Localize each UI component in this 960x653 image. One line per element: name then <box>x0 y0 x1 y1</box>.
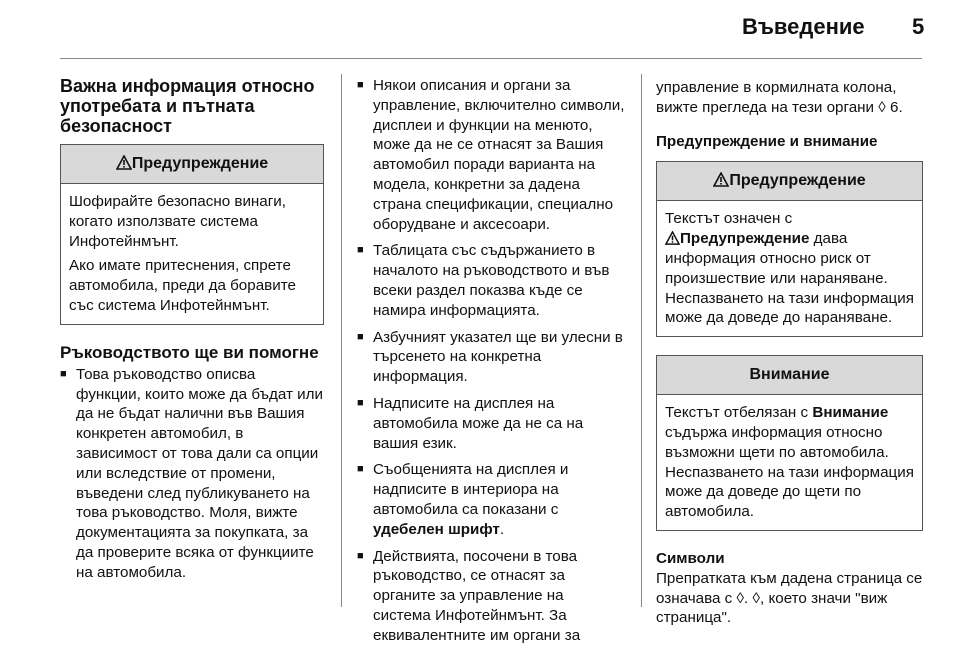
list-item-end: . <box>499 520 505 538</box>
caution-box-header <box>657 356 922 395</box>
column-divider-2 <box>641 74 642 607</box>
header-rule <box>60 58 922 59</box>
list-item: ■ Действията, посочени в това ръководство, се отнасят за органите за управление на система Инфотейнмънт. За еквивалентните им органи за <box>357 547 625 646</box>
warning-triangle-icon <box>116 145 132 183</box>
caution-pre: Текстът отбелязан с <box>665 404 809 422</box>
symbols-text-1: Препратката към дадена страница се означава с <box>656 569 923 607</box>
symbols-text-2: . <box>744 589 749 607</box>
page-ref-arrow-icon: ◊ <box>752 589 760 607</box>
warning-triangle-icon <box>665 230 680 247</box>
section-heading-symbols: Символи <box>656 549 725 567</box>
column-3 <box>656 78 923 628</box>
warning-box-title: Предупреждение <box>131 155 269 172</box>
caution-box-body <box>657 395 922 530</box>
list-item: ■ Таблицата със съдържанието в началото на ръководството и във всеки раздел показва къде се намира информацията. <box>357 241 625 320</box>
bullet-list <box>60 365 324 583</box>
warning-triangle-icon <box>713 162 729 200</box>
caution-box-title: Внимание <box>749 366 830 384</box>
bullet-list <box>357 76 625 646</box>
list-item: ■ Това ръководство описва функции, които може да бъдат или да не бъдат налични във Вашия конкретен автомобил, в зависимост от това дали са опции или вследствие от промени, въведени след публикуването на това ръководство. Моля, вижте документацията за покупката, за да проверите всяка от функциите на автомобила. <box>60 365 324 583</box>
warning-paragraph: Шофирайте безопасно винаги, когато използвате система Инфотейнмънт. <box>69 193 286 250</box>
warning-paragraph: Ако имате притеснения, спрете автомобила, преди да боравите със система Инфотейнмънт. <box>69 257 296 314</box>
warning-box-safety <box>60 144 324 325</box>
page-number: 5 <box>912 14 925 39</box>
continuation-body: управление в кормилната колона, вижте прегледа на тези органи <box>656 79 897 116</box>
caution-box <box>656 355 923 531</box>
warning-post: дава информация относно риск от произшествие или нараняване. Неспазването на тази информация може да доведе до нараняване. <box>665 230 914 327</box>
column-2 <box>357 76 625 653</box>
column-divider-1 <box>341 74 342 607</box>
section-heading-manual: Ръководството ще ви помогне <box>60 342 319 362</box>
warning-box-body <box>657 201 922 336</box>
page-ref-number: 6. <box>890 98 903 116</box>
symbols-text <box>656 569 923 628</box>
symbols-text-3: , което значи "виж страница". <box>656 589 888 627</box>
warning-pre: Текстът означен с <box>665 210 793 228</box>
warning-box-header <box>657 162 922 201</box>
list-item-text: Съобщенията на дисплея и надписите в интериора на автомобила са показани с <box>373 461 569 518</box>
warning-box-explanation <box>656 161 923 337</box>
caution-post: съдържа информация относно възможни щети по автомобила. Неспазването на тази информация може да доведе до щети по автомобила. <box>665 423 914 521</box>
warning-box-header <box>61 145 323 184</box>
list-item: ■ Азбучният указател ще ви улесни в търсенето на конкретна информация. <box>357 328 625 387</box>
caution-bold: Внимание <box>812 404 889 422</box>
bold-font-text: удебелен шрифт <box>373 520 500 538</box>
warning-box-body <box>61 184 323 324</box>
warning-bold: Предупреждение <box>680 230 810 248</box>
page-ref-arrow-icon: ◊ <box>878 98 886 116</box>
list-item <box>357 460 625 539</box>
page-ref-arrow-icon: ◊ <box>736 589 745 607</box>
list-item: ■ Надписите на дисплея на автомобила може да не са на вашия език. <box>357 394 625 453</box>
section-heading-safety: Важна информация относно употребата и пътната безопасност <box>60 76 315 136</box>
warning-box-title: Предупреждение <box>729 172 866 190</box>
list-item: ■ Някои описания и органи за управление, включително символи, дисплеи и функции на менюто, може да не се отнасят за Вашия автомобил поради варианта на модела, конкретни за дадена страна спецификации, специално оборудване и аксесоари. <box>357 76 625 234</box>
continuation-text <box>656 78 923 118</box>
section-heading-warnings: Предупреждение и внимание <box>656 132 878 150</box>
column-1 <box>60 76 324 590</box>
page-header-title: Въведение <box>742 14 865 39</box>
